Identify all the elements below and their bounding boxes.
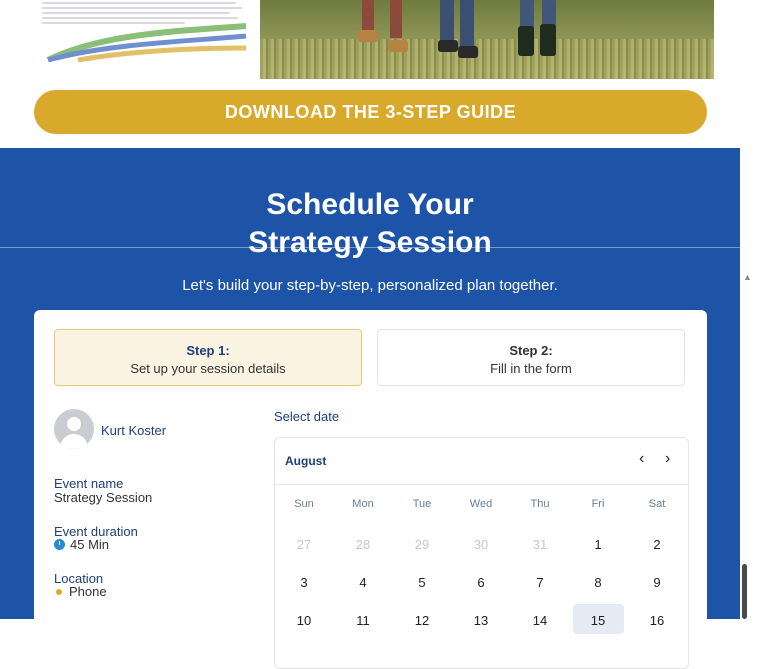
weekday-mon: Mon	[352, 498, 374, 510]
calendar-day[interactable]: 15	[590, 613, 606, 628]
schedule-title-line1: Schedule Your	[266, 188, 474, 221]
step-2-title: Step 2:	[509, 343, 553, 358]
calendar-day: 27	[296, 537, 312, 552]
download-guide-button[interactable]: DOWNLOAD THE 3-STEP GUIDE	[34, 90, 707, 134]
calendar-day[interactable]: 16	[649, 613, 665, 628]
calendar-day[interactable]: 9	[653, 575, 661, 590]
calendar-day[interactable]: 8	[594, 575, 602, 590]
calendar-day[interactable]: 1	[594, 537, 602, 552]
calendar-day: 30	[473, 537, 489, 552]
location-value	[54, 584, 107, 599]
calendar-day: 31	[532, 537, 548, 552]
calendar-day[interactable]: 11	[356, 613, 370, 628]
weekday-thu: Thu	[530, 498, 550, 510]
calendar-day[interactable]: 3	[300, 575, 308, 590]
location-text: Phone	[69, 584, 107, 599]
calendar-day[interactable]: 13	[473, 613, 489, 628]
calendar-day[interactable]: 6	[477, 575, 485, 590]
clock-icon	[54, 539, 65, 550]
calendar-day: 29	[414, 537, 430, 552]
weekday-fri: Fri	[591, 498, 605, 510]
hikers-photo	[260, 0, 714, 79]
calendar-day[interactable]: 14	[532, 613, 548, 628]
calendar-day: 28	[355, 537, 371, 552]
calendar-day[interactable]: 4	[359, 575, 367, 590]
host-name: Kurt Koster	[101, 423, 167, 438]
location-dot-icon	[56, 589, 62, 595]
schedule-subtitle: Let's build your step-by-step, personalized plan together.	[182, 277, 558, 294]
weekday-wed: Wed	[469, 498, 493, 510]
calendar-day[interactable]: 12	[414, 613, 430, 628]
scrollbar-thumb[interactable]	[742, 564, 747, 619]
event-duration-label: Event duration	[54, 524, 138, 539]
calendar-day[interactable]: 2	[653, 537, 661, 552]
calendar-day[interactable]: 7	[536, 575, 544, 590]
event-duration-text: 45 Min	[70, 537, 110, 552]
guide-thumbnail	[38, 0, 250, 64]
weekday-sat: Sat	[648, 498, 666, 510]
calendar-day[interactable]: 10	[296, 613, 312, 628]
select-date-label: Select date	[274, 409, 340, 424]
calendar-month: August	[285, 454, 327, 468]
schedule-title-line2: Strategy Session	[248, 226, 492, 259]
event-name-label: Event name	[54, 476, 124, 491]
weekday-sun: Sun	[294, 498, 314, 510]
step-1-tab[interactable]	[54, 329, 362, 386]
booking-card	[34, 310, 707, 640]
host-avatar	[54, 409, 94, 449]
date-calendar	[274, 437, 689, 669]
calendar-day[interactable]: 5	[418, 575, 426, 590]
guide-swoosh-graphic	[38, 22, 250, 62]
step-1-title: Step 1:	[186, 343, 230, 358]
step-2-desc: Fill in the form	[490, 361, 572, 376]
event-name-value	[54, 490, 152, 505]
event-name-text: Strategy Session	[54, 490, 153, 505]
location-label: Location	[54, 571, 104, 586]
page-scrollbar[interactable]	[740, 148, 768, 619]
step-1-desc: Set up your session details	[130, 361, 286, 376]
next-month-icon[interactable]: ›	[665, 450, 671, 467]
prev-month-icon[interactable]: ‹	[639, 450, 645, 467]
guide-preview-section	[0, 0, 740, 148]
scroll-up-icon[interactable]: ▲	[743, 272, 752, 282]
step-2-tab[interactable]	[377, 329, 685, 386]
event-duration-value	[54, 537, 109, 552]
weekday-tue: Tue	[412, 498, 432, 510]
